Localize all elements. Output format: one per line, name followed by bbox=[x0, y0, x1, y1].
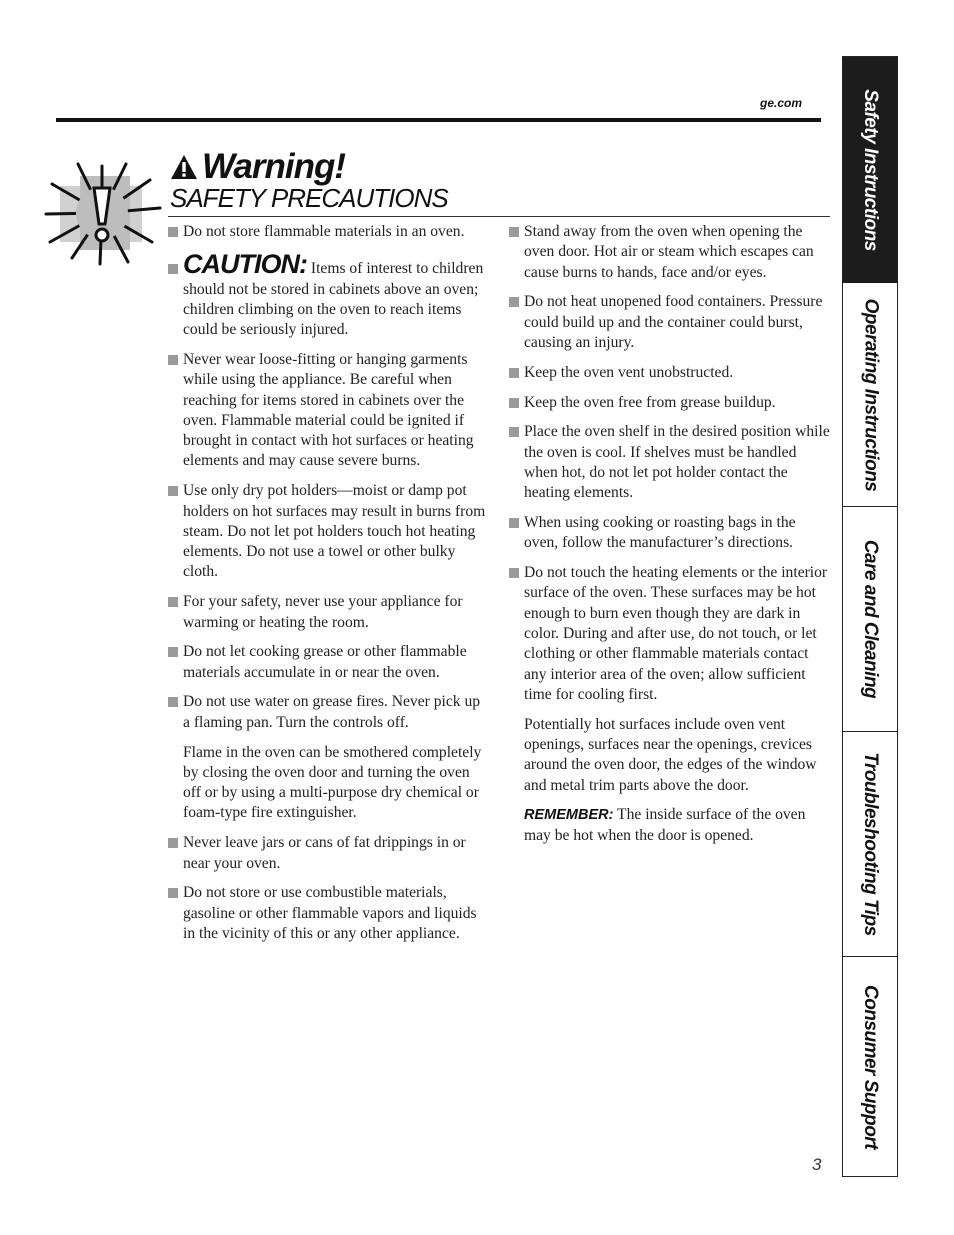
item-text: When using cooking or roasting bags in the oven, follow the manufacturer’s directions. bbox=[524, 514, 796, 552]
tab-operating-instructions[interactable] bbox=[842, 283, 898, 507]
list-item bbox=[167, 350, 487, 472]
left-column bbox=[167, 222, 487, 954]
list-item bbox=[167, 642, 487, 683]
site-url[interactable]: ge.com bbox=[760, 96, 803, 110]
item-text: Do not let cooking grease or other flammable materials accumulate in or near the oven. bbox=[183, 643, 467, 681]
tab-label: Care and Cleaning bbox=[860, 539, 882, 699]
item-text: Do not store flammable materials in an oven. bbox=[183, 223, 465, 240]
right-column bbox=[508, 222, 833, 856]
list-item bbox=[167, 883, 487, 944]
list-item bbox=[167, 481, 487, 582]
top-rule bbox=[56, 118, 821, 122]
list-item bbox=[167, 692, 487, 733]
tab-consumer-support[interactable] bbox=[842, 957, 898, 1177]
warning-text: Warning! bbox=[202, 147, 346, 186]
tab-label: Consumer Support bbox=[860, 984, 881, 1149]
exclamation-burst-icon bbox=[42, 158, 166, 268]
tab-troubleshooting-tips[interactable] bbox=[842, 732, 898, 957]
item-text: Never leave jars or cans of fat drippings in or near your oven. bbox=[183, 834, 466, 872]
item-text: Do not touch the heating elements or the interior surface of the oven. These surfaces may be hot enough to burn even though they are dark in color. During and after use, do not touch, or let clothing or other flammable materials contact any interior area of the oven; allow sufficient time for cooling first. bbox=[524, 564, 828, 703]
list-item bbox=[167, 222, 487, 242]
bullet-square bbox=[509, 398, 519, 408]
item-text: Never wear loose-fitting or hanging garments while using the appliance. Be careful when reaching for items stored in cabinets over the oven. Flammable material could be ignited if brought in contact with hot surfaces or heating elements and may cause severe burns. bbox=[183, 350, 474, 470]
item-text: Keep the oven vent unobstructed. bbox=[524, 363, 734, 381]
list-item bbox=[508, 363, 833, 383]
header-divider bbox=[168, 216, 830, 217]
tab-label: Safety Instructions bbox=[860, 89, 882, 251]
list-item bbox=[508, 513, 833, 554]
bullet-square bbox=[509, 568, 519, 578]
item-text: For your safety, never use your appliance for warming or heating the room. bbox=[183, 593, 463, 631]
tab-care-and-cleaning[interactable] bbox=[842, 507, 898, 732]
list-item bbox=[508, 292, 833, 353]
bullet-square bbox=[509, 427, 519, 437]
tab-label: Operating Instructions bbox=[860, 298, 881, 491]
paragraph: Potentially hot surfaces include oven vent openings, surfaces near the openings, crevices around the oven door, the edges of the window and metal trim parts above the door. bbox=[524, 715, 817, 794]
tab-safety-instructions[interactable] bbox=[842, 56, 898, 284]
warning-triangle-icon bbox=[170, 153, 198, 181]
remember-label: REMEMBER: bbox=[524, 807, 614, 824]
bullet-square bbox=[168, 227, 178, 237]
bullet-square bbox=[168, 264, 178, 274]
item-text: Do not heat unopened food containers. Pressure could build up and the container could burst, causing an injury. bbox=[524, 293, 823, 351]
paragraph: Flame in the oven can be smothered completely by closing the oven door and turning the oven off or by using a multi-purpose dry chemical or foam-type fire extinguisher. bbox=[183, 743, 482, 822]
list-item bbox=[508, 393, 833, 413]
bullet-square bbox=[168, 697, 178, 707]
remember-text: The inside surface of the oven may be hot when the door is opened. bbox=[524, 806, 806, 844]
bullet-square bbox=[168, 838, 178, 848]
caution-label: CAUTION: bbox=[183, 249, 307, 280]
item-text: Use only dry pot holders—moist or damp pot holders on hot surfaces may result in burns from steam. Do not let pot holders touch hot heating elements. Do not use a towel or other bulky cloth. bbox=[183, 482, 486, 581]
bullet-square bbox=[509, 518, 519, 528]
remember-paragraph bbox=[508, 805, 833, 846]
bullet-square bbox=[168, 647, 178, 657]
page-number: 3 bbox=[812, 1155, 822, 1174]
page-subtitle: SAFETY PRECAUTIONS bbox=[170, 183, 448, 213]
item-text: Stand away from the oven when opening the oven door. Hot air or steam which escapes can cause burns to hands, face and/or eyes. bbox=[524, 223, 814, 281]
tab-label: Troubleshooting Tips bbox=[860, 752, 881, 936]
bullet-square bbox=[509, 368, 519, 378]
bullet-square bbox=[168, 597, 178, 607]
list-item bbox=[508, 563, 833, 705]
section-sidebar bbox=[842, 56, 898, 1177]
bullet-square bbox=[168, 355, 178, 365]
list-item bbox=[167, 592, 487, 633]
item-text: Do not use water on grease fires. Never pick up a flaming pan. Turn the controls off. bbox=[183, 693, 481, 731]
list-item bbox=[167, 833, 487, 874]
bullet-square bbox=[509, 297, 519, 307]
list-item bbox=[508, 222, 833, 283]
bullet-square bbox=[509, 227, 519, 237]
item-text: Do not store or use combustible materials, gasoline or other flammable vapors and liquids in the vicinity of this or any other appliance. bbox=[183, 884, 477, 942]
list-item bbox=[508, 422, 833, 503]
bullet-square bbox=[168, 486, 178, 496]
warning-title bbox=[170, 148, 448, 186]
item-text: Keep the oven free from grease buildup. bbox=[524, 393, 776, 411]
bullet-square bbox=[168, 888, 178, 898]
caution-item bbox=[167, 249, 487, 340]
item-text: Place the oven shelf in the desired position while the oven is cool. If shelves must be handled when hot, do not let pot holder contact the heating elements. bbox=[524, 423, 830, 502]
caution-text: Items of interest to children should not be stored in cabinets above an oven; children climbing on the oven to reach items could be seriously injured. bbox=[183, 260, 484, 339]
